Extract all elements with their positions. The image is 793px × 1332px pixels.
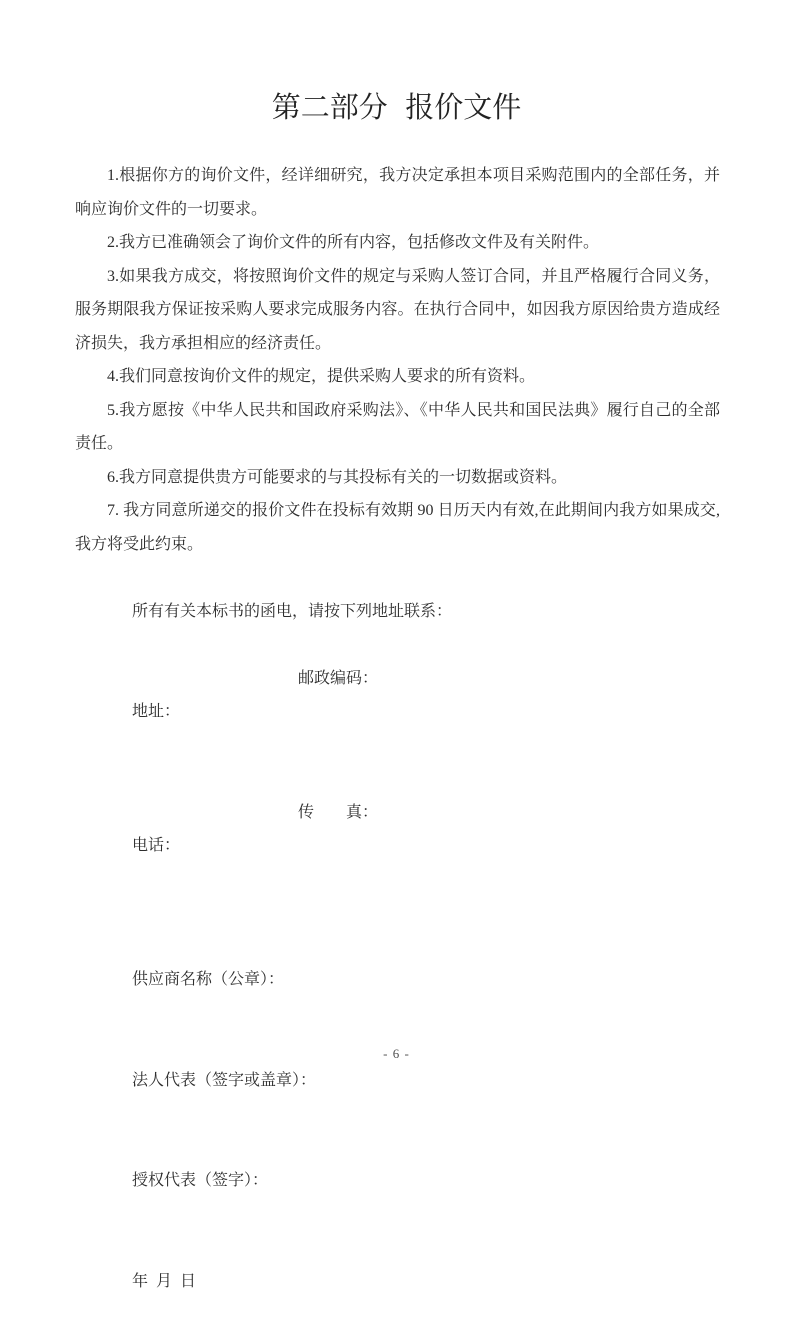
paragraph-4: 4.我们同意按询价文件的规定，提供采购人要求的所有资料。 [107, 368, 536, 385]
date-label: 年 月 日 [132, 1272, 197, 1290]
phone-label: 电话： [132, 837, 181, 854]
authorized-representative-label: 授权代表（签字）： [132, 1172, 269, 1189]
paragraph-6: 6.我方同意提供贵方可能要求的与其投标有关的一切数据或资料。 [107, 468, 568, 486]
page-number: - 6 - [383, 1046, 410, 1061]
contact-intro: 所有有关本标书的函电，请按下列地址联系： [132, 602, 453, 620]
postcode-label: 邮政编码： [298, 669, 379, 687]
paragraph-5: 5.我方愿按《中华人民共和国政府采购法》、《中华人民共和国民法典》履行自己的全部责任。 [75, 401, 720, 452]
legal-representative-label: 法人代表（签字或盖章）： [132, 1071, 317, 1089]
address-label: 地址： [132, 703, 181, 720]
address-postcode-row [75, 662, 720, 796]
fax-label: 传 真： [298, 803, 379, 821]
contact-intro-row [75, 561, 720, 662]
document-title: 第二部分 报价文件 [271, 92, 522, 124]
authorized-representative-row [75, 1131, 720, 1232]
supplier-seal-label: 供应商名称（公章）： [132, 971, 285, 988]
date-row [75, 1231, 720, 1332]
page-footer [0, 1045, 793, 1062]
supplier-name-row [75, 930, 720, 1031]
phone-fax-row [75, 796, 720, 930]
paragraph-1: 1.根据你方的询价文件，经详细研究，我方决定承担本项目采购范围内的全部任务，并响应询价文件的一切要求。 [75, 167, 720, 218]
paragraph-3: 3.如果我方成交，将按照询价文件的规定与采购人签订合同，并且严格履行合同义务，服务期限我方保证按采购人要求完成服务内容。在执行合同中，如因我方原因给贵方造成经济损失，我方承担相应的经济责任。 [75, 267, 720, 352]
paragraph-7: 7. 我方同意所递交的报价文件在投标有效期 90 日历天内有效,在此期间内我方如果成交,我方将受此约束。 [75, 502, 720, 553]
document-body [75, 159, 720, 1332]
paragraph-2: 2.我方已准确领会了询价文件的所有内容，包括修改文件及有关附件。 [107, 234, 600, 251]
